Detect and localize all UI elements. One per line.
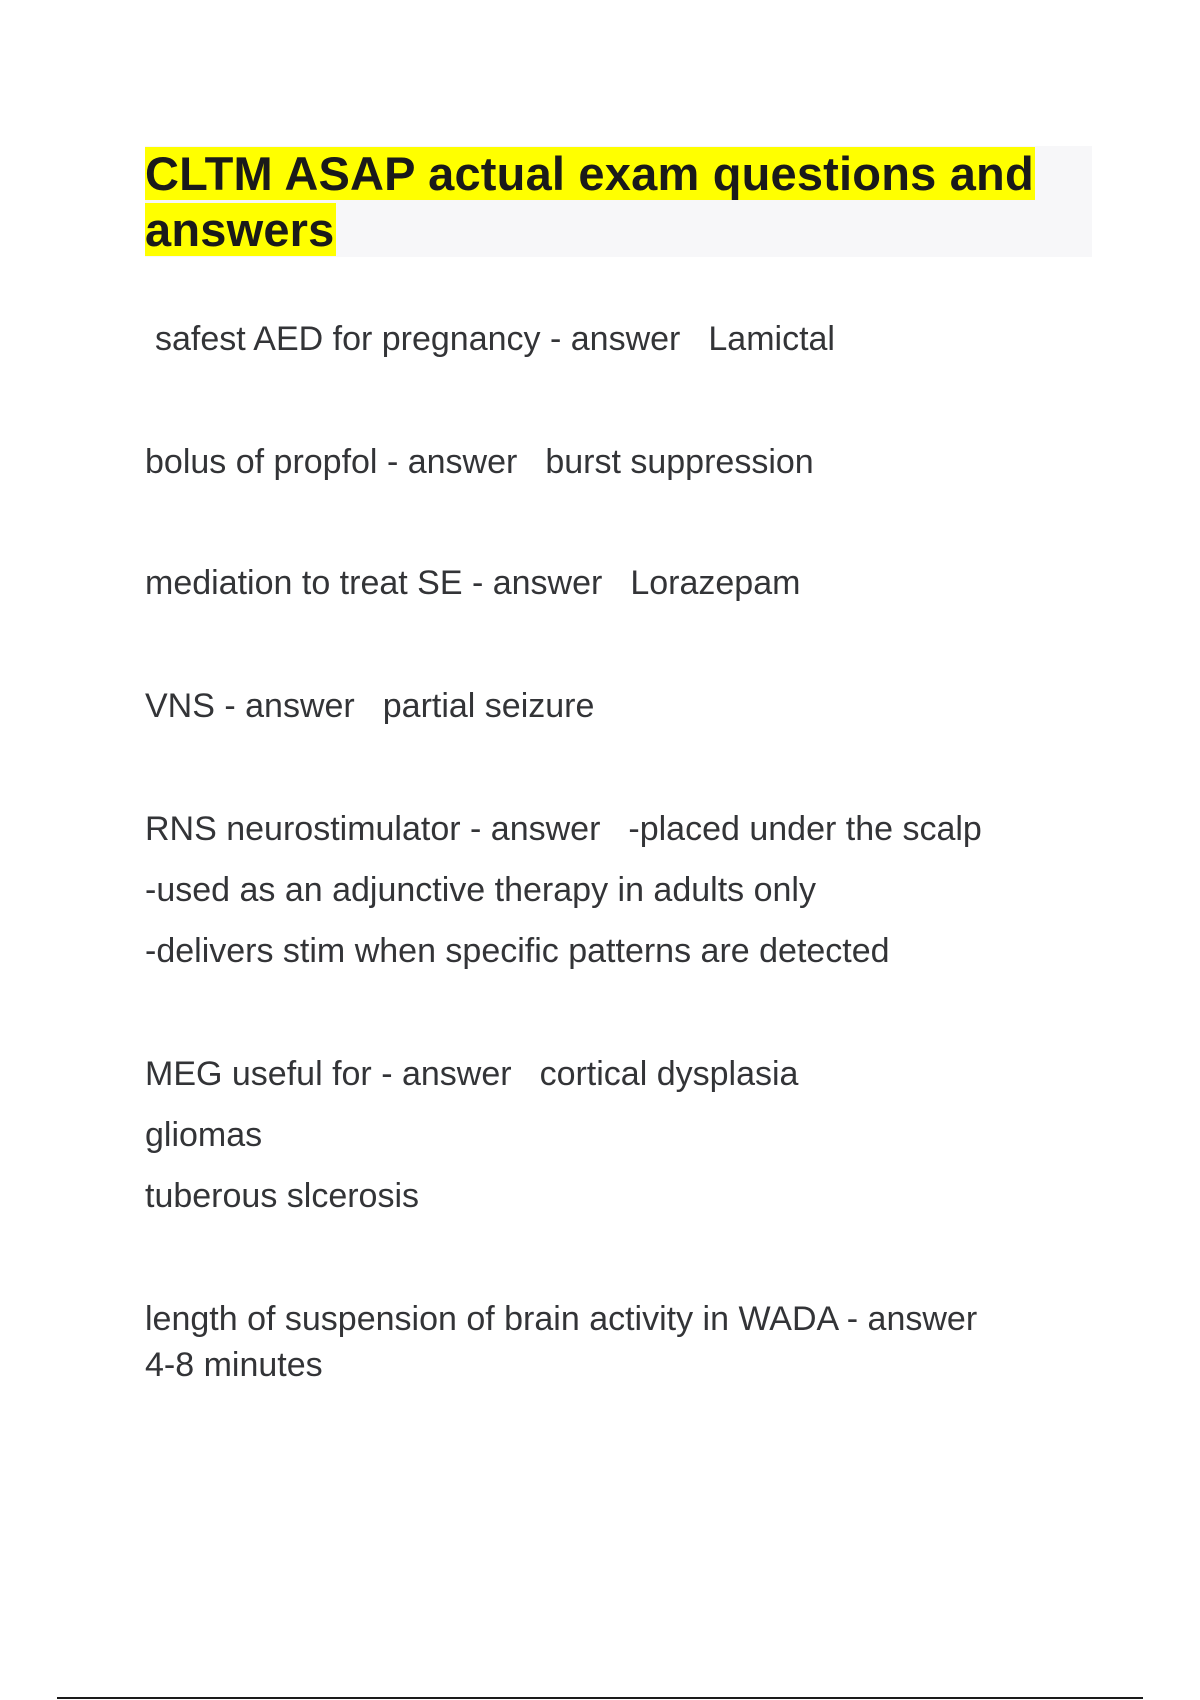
qa-line xyxy=(145,553,1065,614)
answer-continuation: tuberous slcerosis xyxy=(145,1177,420,1215)
answer-text: Lorazepam xyxy=(630,564,801,602)
answer-separator: - answer xyxy=(846,1300,978,1338)
question-text: mediation to treat SE xyxy=(145,564,463,602)
qa-line xyxy=(145,1296,1065,1342)
qa-item-se-medication xyxy=(145,553,1065,614)
title-line-1: CLTM ASAP actual exam questions and xyxy=(145,147,1034,200)
question-text: RNS neurostimulator xyxy=(145,810,461,848)
answer-continuation: gliomas xyxy=(145,1116,263,1154)
answer-text: Lamictal xyxy=(708,320,835,358)
title-block xyxy=(145,146,1092,257)
question-text: MEG useful for xyxy=(145,1055,372,1093)
answer-continuation: -used as an adjunctive therapy in adults only xyxy=(145,871,816,909)
answer-separator: - answer xyxy=(224,687,355,725)
qa-item-wada xyxy=(145,1296,1065,1388)
answer-text: burst suppression xyxy=(545,443,814,481)
answer-text: cortical dysplasia xyxy=(539,1055,799,1093)
question-text: VNS xyxy=(145,687,215,725)
answer-text: partial seizure xyxy=(382,687,595,725)
qa-line xyxy=(145,432,1065,493)
question-text: bolus of propfol xyxy=(145,443,378,481)
qa-line xyxy=(145,799,1065,860)
answer-separator: - answer xyxy=(471,564,603,602)
answer-separator: - answer xyxy=(386,443,518,481)
qa-item-propofol xyxy=(145,432,1065,493)
answer-separator: - answer xyxy=(470,810,601,848)
footer-divider xyxy=(57,1697,1143,1699)
question-text: safest AED for pregnancy xyxy=(155,320,541,358)
qa-item-aed-pregnancy xyxy=(145,309,1065,370)
qa-line xyxy=(145,309,1065,370)
qa-line xyxy=(145,1044,1065,1105)
qa-item-rns xyxy=(145,799,1065,982)
answer-text: 4-8 minutes xyxy=(145,1346,323,1384)
answer-separator: - answer xyxy=(550,320,681,358)
answer-continuation: -delivers stim when specific patterns are detected xyxy=(145,932,890,970)
qa-item-vns xyxy=(145,676,1065,737)
question-text: length of suspension of brain activity in WADA xyxy=(145,1300,838,1338)
title-line-2: answers xyxy=(145,203,335,256)
qa-line xyxy=(145,676,1065,737)
answer-text: -placed under the scalp xyxy=(628,810,982,848)
qa-item-meg xyxy=(145,1044,1065,1227)
document-title xyxy=(145,146,1092,258)
answer-separator: - answer xyxy=(381,1055,512,1093)
